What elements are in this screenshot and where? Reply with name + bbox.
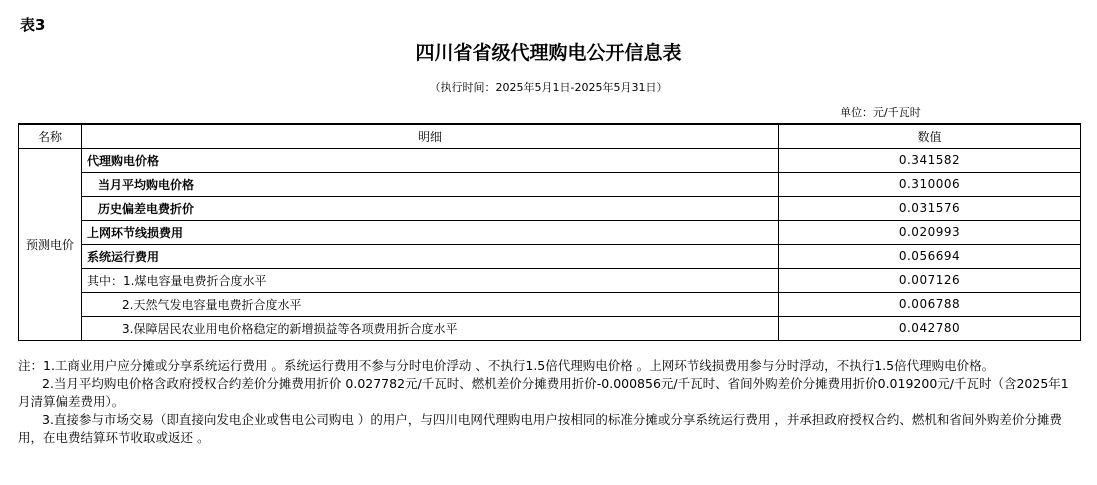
row-label: 当月平均购电价格 [82,172,779,196]
table-row [19,244,1081,268]
category-cell: 预测电价 [19,148,82,340]
row-value: 0.056694 [779,244,1081,268]
header-detail: 明细 [82,124,779,148]
row-value: 0.042780 [779,316,1081,340]
table-row [19,148,1081,172]
table-row [19,172,1081,196]
execution-period: （执行时间：2025年5月1日-2025年5月31日） [429,81,668,94]
table-row [19,268,1081,292]
row-label: 系统运行费用 [82,244,779,268]
row-label: 上网环节线损费用 [82,220,779,244]
row-value: 0.006788 [779,292,1081,316]
row-value: 0.310006 [779,172,1081,196]
table-row [19,220,1081,244]
header-name: 名称 [19,124,82,148]
table-row [19,196,1081,220]
page-title: 四川省省级代理购电公开信息表 [415,42,682,64]
header-value: 数值 [779,124,1081,148]
row-label: 历史偏差电费折价 [82,196,779,220]
row-value: 0.020993 [779,220,1081,244]
unit-label: 单位：元/千瓦时 [840,106,921,119]
note-1: 注：1.工商业用户应分摊或分享系统运行费用 。系统运行费用不参与分时电价浮动 、不执行1.5倍代理购电价格 。上网环节线损费用参与分时浮动，不执行1.5倍代理购电价格。 [18,358,995,373]
note-3: 3.直接参与市场交易（即直接向发电企业或售电公司购电 ）的用户，与四川电网代理购电用户按相同的标准分摊或分享系统运行费用 ，并承担政府授权合约、燃机和省间外购差价分摊费用，在电费结算环节收取或返还 。 [18,412,1062,445]
table-row [19,316,1081,340]
table-header-row [19,124,1081,148]
note-2: 2.当月平均购电价格含政府授权合约差价分摊费用折价 0.027782元/千瓦时、燃机差价分摊费用折价-0.000856元/千瓦时、省间外购差价分摊费用折价0.019200元/千瓦时（含2025年1月清算偏差费用）。 [18,376,1069,409]
info-table [18,123,1081,341]
row-value: 0.031576 [779,196,1081,220]
row-label: 其中：1.煤电容量电费折合度水平 [82,268,779,292]
row-label: 2.天然气发电容量电费折合度水平 [82,292,779,316]
notes-section [18,357,1080,447]
table-row [19,292,1081,316]
row-value: 0.341582 [779,148,1081,172]
table-label: 表3 [20,16,46,34]
row-value: 0.007126 [779,268,1081,292]
row-label: 3.保障居民农业用电价格稳定的新增损益等各项费用折合度水平 [82,316,779,340]
row-label: 代理购电价格 [82,148,779,172]
